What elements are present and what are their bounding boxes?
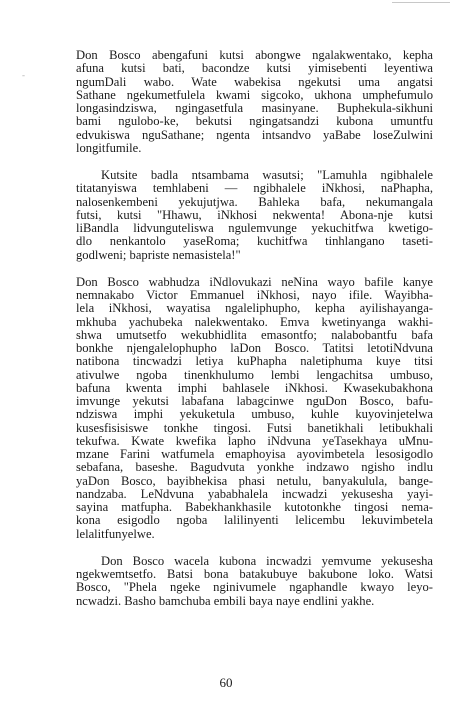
text-line: sayina matfupha. Babekhankhasile kutotonkhe tingosi nema-: [76, 500, 433, 514]
text-line: Don Bosco wabhudza iNdlovukazi neNina wayo bafile kanye: [76, 274, 433, 289]
text-line: Sathane ngekumetfulela kwami sigcoko, ukhona umphefumulo: [76, 87, 433, 102]
text-line: futsi, kutsi "Hhawu, iNkhosi nekwenta! Abona-nje kutsi: [76, 207, 433, 222]
text-line: nalosenkembeni yekujutjwa. Bahleka bafa, nekumangala: [76, 194, 433, 209]
text-line: ativulwe ngoba tinenkhulumo lembi lengachitsa umbuso,: [76, 367, 433, 382]
text-line: bami ngulobo-ke, bekutsi ngingatsandzi kubona umuntfu: [76, 114, 433, 129]
text-line: ndziswa imphi yekuketula umbuso, kuhle kuyovinjetelwa: [76, 407, 433, 422]
text-line: shwa umutsetfo wekubhidlita emasontfo; nalabobantfu bafa: [76, 327, 433, 342]
text-line: afuna kutsi bati, bacondze kutsi yimisebenti leyentiwa: [76, 61, 433, 76]
text-line: lelalitfunyelwe.: [76, 526, 155, 541]
text-line: ngekwemtsetfo. Batsi bona batakubuye bakubone loko. Watsi: [76, 567, 433, 581]
text-line: Bosco, "Phela ngeke nginivumele ngaphandle kwayo leyo-: [76, 580, 433, 595]
text-line: longitfumile.: [76, 140, 142, 155]
text-line: yaDon Bosco, bayibhekisa phasi netulu, banyakulula, bange-: [76, 473, 433, 488]
paragraph-3: [76, 276, 433, 541]
text-line: Kutsite badla ntsambama wasutsi; "Lamuhla ngibhalele: [101, 168, 433, 182]
text-line: natibona tincwadzi letiya kuPhapha naletiphuma kuye titsi: [76, 354, 433, 369]
text-line: mzane Farini watfumela emaphoyisa ayovimbetela lesosigodlo: [76, 447, 433, 461]
text-line: kusesfisisiswe tonkhe tingosi. Futsi banetikhali letibukhali: [76, 420, 433, 435]
text-line: mkhuba yachubeka nalekwentako. Emva kwetinyanga wakhi-: [76, 314, 433, 329]
text-line: Don Bosco wacela kubona incwadzi yemvume yekusesha: [101, 553, 433, 568]
text-line: bafuna kwenta imphi bahlasele iNkhosi. Kwasekubakhona: [76, 380, 433, 395]
page-number: 60: [219, 675, 233, 690]
text-line: bonkhe njengalelophupho laDon Bosco. Tatitsi letotiNdvuna: [76, 341, 433, 355]
paragraph-2: [76, 169, 433, 262]
paragraph-1: [76, 49, 433, 155]
text-line: titatanyiswa temhlabeni — ngibhalele iNkhosi, naPhapha,: [76, 181, 433, 196]
paragraph-4: [76, 555, 433, 608]
text-line: dlo nenkantolo yaseRoma; kuchitfwa tinhlangano taseti-: [76, 234, 433, 249]
top-edge-rule: [392, 2, 450, 3]
text-line: liBandla lidvunguteliswa ngulemvunge yekuchitfwa kwetigo-: [76, 221, 433, 235]
text-line: godlweni; bapriste nemasistela!": [76, 247, 241, 262]
text-line: sebafana, baseshe. Bagudvuta yonkhe indzawo ngisho indlu: [76, 460, 433, 475]
text-line: longasindziswa, ngingasetfula masinyane. Buphekula-sikhuni: [76, 101, 433, 115]
text-line: imvunge yekutsi labafana labagcinwe nguDon Bosco, bafu-: [76, 394, 433, 408]
text-line: nandzaba. LeNdvuna yababhalela incwadzi yekusesha yayi-: [76, 486, 433, 501]
text-line: Don Bosco abengafuni kutsi abongwe ngalakwentako, kepha: [76, 48, 433, 62]
margin-mark: -: [22, 70, 25, 80]
text-line: edvukiswa nguSathane; ngenta intsandvo yaBabe loseZulwini: [76, 127, 433, 142]
page-body: [76, 49, 433, 608]
text-line: ncwadzi. Basho bamchuba embili baya naye endlini yakhe.: [76, 593, 375, 608]
text-line: kona esigodlo ngoba lalilinyenti lelicembu lekuvimbetela: [76, 513, 433, 528]
text-line: nemnakabo Victor Emmanuel iNkhosi, nayo ifile. Wayibha-: [76, 288, 433, 302]
text-line: lela iNkhosi, wayatisa ngaleliphupho, kepha ayilishayanga-: [76, 301, 433, 316]
text-line: ngumDali wabo. Wate wabekisa ngekutsi uma angatsi: [76, 74, 433, 89]
text-line: tekufwa. Kwate kwefika lapho iNdvuna yeTasekhaya uMnu-: [76, 433, 433, 448]
